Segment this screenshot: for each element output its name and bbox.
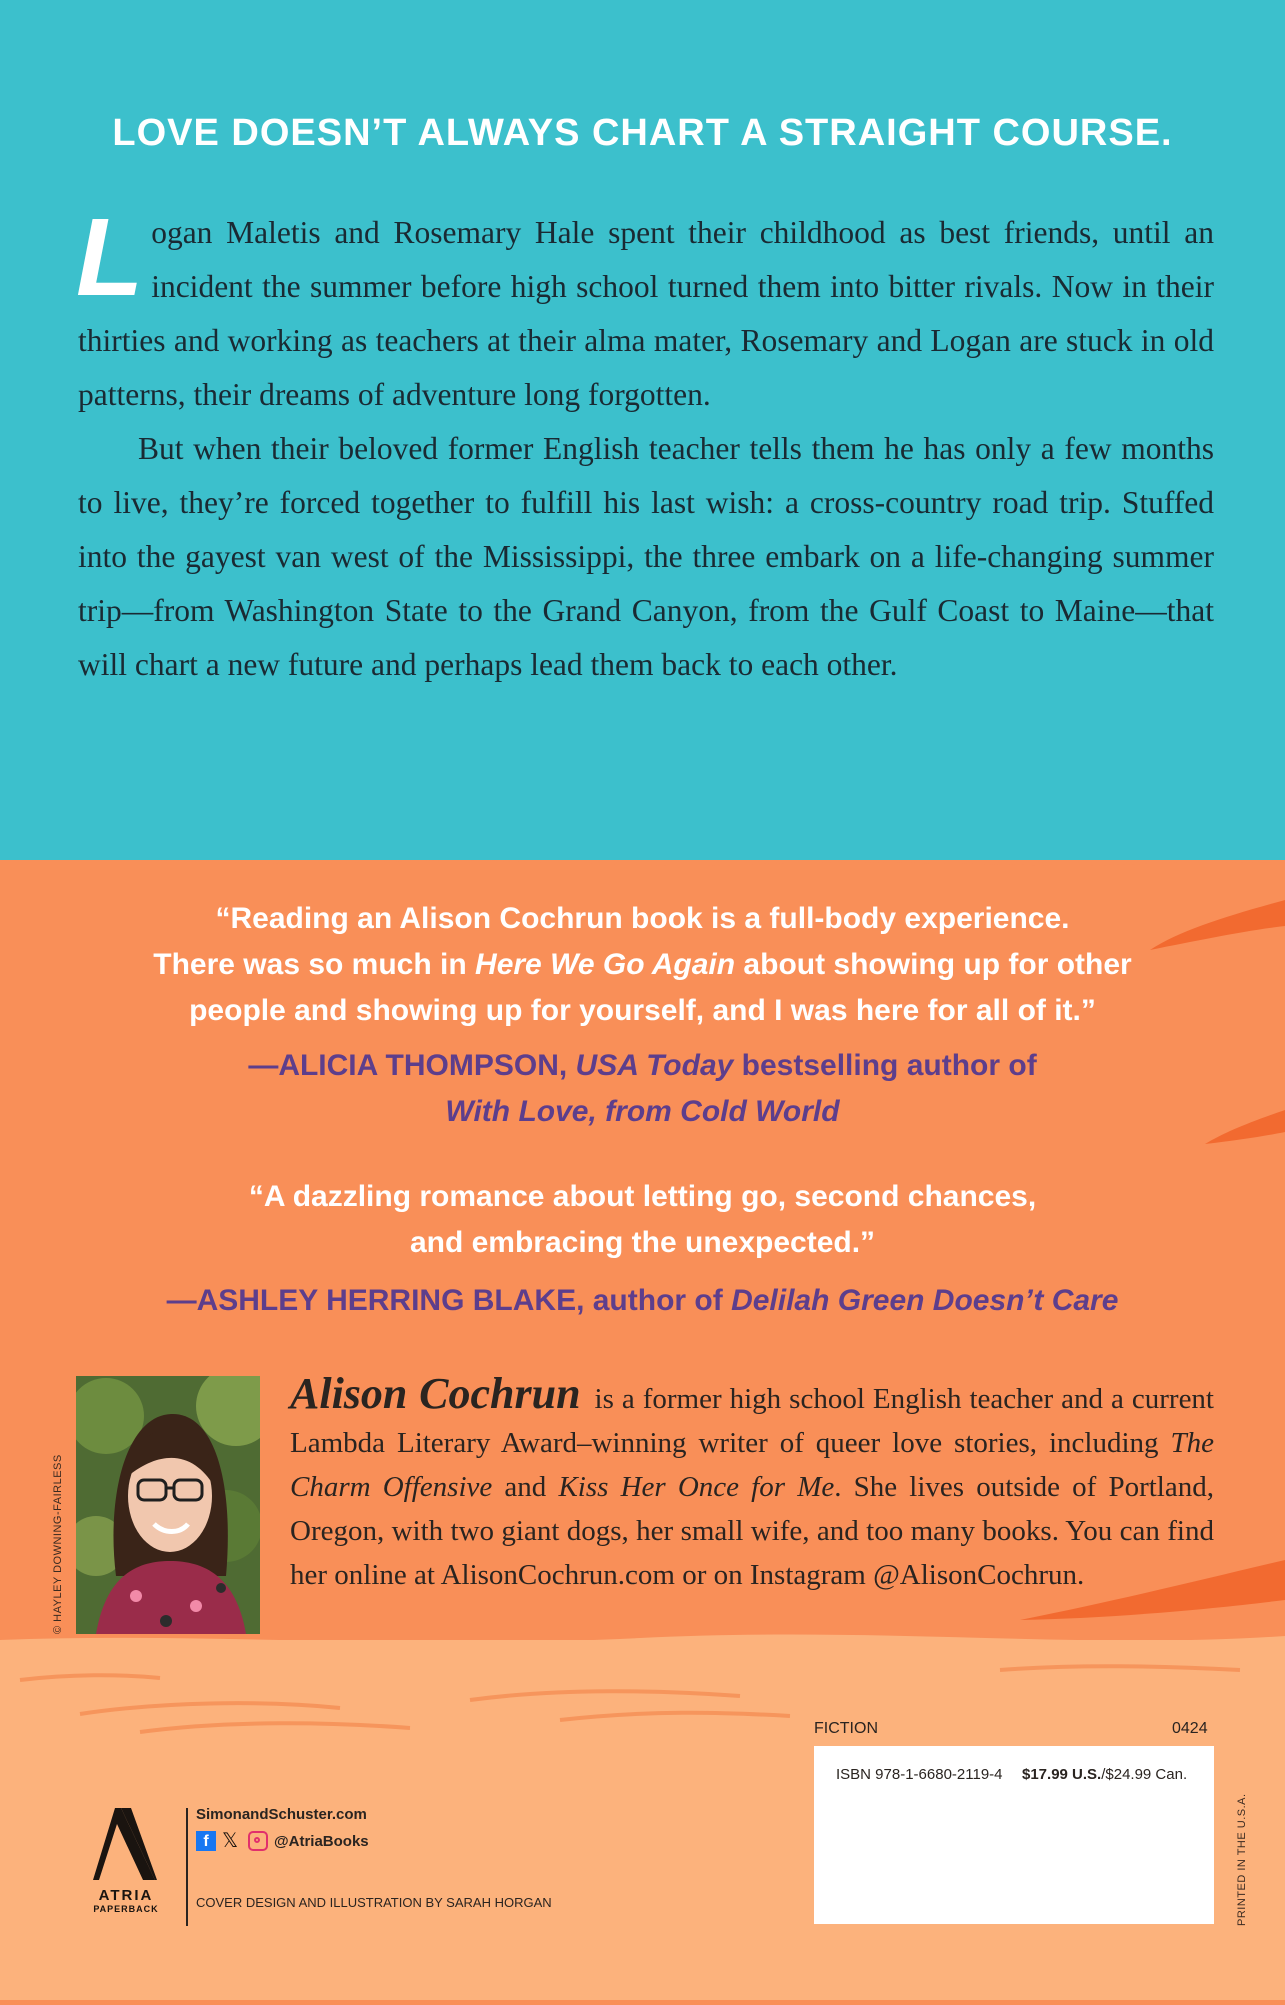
- price-can: /$24.99 Can.: [1101, 1766, 1188, 1783]
- atria-logo-icon: [91, 1806, 161, 1882]
- description-paragraph-1-text: ogan Maletis and Rosemary Hale spent their childhood as best friends, until an incident the summer before high school turned them into bitter rivals. Now in their thirties and working as teachers at their alma mater, Rosemary and Logan are stuck in old patterns, their dreams of adventure long forgotten.: [78, 215, 1214, 412]
- isbn: ISBN 978-1-6680-2119-4: [836, 1766, 1003, 1783]
- publisher-logo: [76, 1806, 176, 1914]
- printed-in: PRINTED IN THE U.S.A.: [1236, 1793, 1248, 1926]
- quote-1-attribution: —ALICIA THOMPSON, USA Today bestselling author of With Love, from Cold World: [248, 1049, 1037, 1128]
- book-description: [76, 196, 1214, 692]
- price: [1022, 1766, 1187, 1783]
- quote-2-line-1: “A dazzling romance about letting go, second chances,: [248, 1180, 1037, 1213]
- price-code: 0424: [1172, 1720, 1208, 1737]
- author-photo: [76, 1376, 260, 1634]
- quote-1-book-title: Here We Go Again: [475, 948, 736, 981]
- quote-1-line-3: people and showing up for yourself, and I was here for all of it.”: [189, 994, 1096, 1027]
- facebook-icon: f: [196, 1831, 216, 1851]
- blurb-quote-2: [60, 1174, 1225, 1266]
- price-us: $17.99 U.S.: [1022, 1766, 1102, 1783]
- social-row: [196, 1831, 552, 1851]
- publisher-imprint: PAPERBACK: [93, 1904, 159, 1914]
- quote-2-attribution: —ASHLEY HERRING BLAKE, author of Delilah Green Doesn’t Care: [166, 1284, 1119, 1317]
- instagram-icon: [248, 1831, 268, 1851]
- social-handle: @AtriaBooks: [274, 1832, 369, 1850]
- description-paragraph-1: [76, 196, 1214, 422]
- author-book-2: Kiss Her Once for Me: [558, 1471, 835, 1503]
- quote-1-publication: USA Today: [575, 1049, 734, 1082]
- blurb-quote-1: [60, 896, 1225, 1034]
- quote-2-line-2: and embracing the unexpected.”: [409, 1226, 876, 1259]
- genre-label: FICTION: [814, 1720, 878, 1737]
- publisher-website: SimonandSchuster.com: [196, 1806, 367, 1823]
- publisher-divider: [186, 1808, 188, 1926]
- quote-1-author-book: With Love, from Cold World: [445, 1095, 840, 1128]
- quote-1-line-1: “Reading an Alison Cochrun book is a full-body experience.: [215, 902, 1070, 935]
- publisher-info: [196, 1806, 552, 1910]
- drop-cap: L: [76, 196, 144, 319]
- author-book-1: The Charm Offensive: [290, 1427, 1214, 1503]
- description-paragraph-2: But when their beloved former English teacher tells them he has only a few months to live, they’re forced together to fulfill his last wish: a cross-country road trip. Stuffed into the gayest van west of the Mississippi, the three embark on a life-changing summer trip—from Washington State to the Grand Canyon, from the Gulf Coast to Maine—that will chart a new future and perhaps lead them back to each other.: [78, 431, 1214, 682]
- publisher-name: ATRIA: [98, 1887, 154, 1904]
- x-icon: 𝕏: [222, 1830, 239, 1852]
- quote-1-line-2: There was so much in Here We Go Again about showing up for other: [153, 948, 1132, 981]
- quote-2-author-book: Delilah Green Doesn’t Care: [731, 1284, 1119, 1317]
- author-signature: Alison Cochrun: [290, 1369, 581, 1418]
- barcode-box: [814, 1746, 1214, 1924]
- tagline: LOVE DOESN’T ALWAYS CHART A STRAIGHT COURSE.: [112, 112, 1173, 154]
- author-bio: Alison Cochrun is a former high school English teacher and a current Lambda Literary Award–winning writer of queer love stories, including The Charm Offensive and Kiss Her Once for Me. She lives outside of Portland, Oregon, with two giant dogs, her small wife, and too many books. You can find her online at AlisonCochrun.com or on Instagram @AlisonCochrun.: [290, 1369, 1214, 1591]
- photo-credit: © HAYLEY DOWNING-FAIRLESS: [52, 1454, 64, 1634]
- cover-credit: COVER DESIGN AND ILLUSTRATION BY SARAH HORGAN: [196, 1895, 552, 1910]
